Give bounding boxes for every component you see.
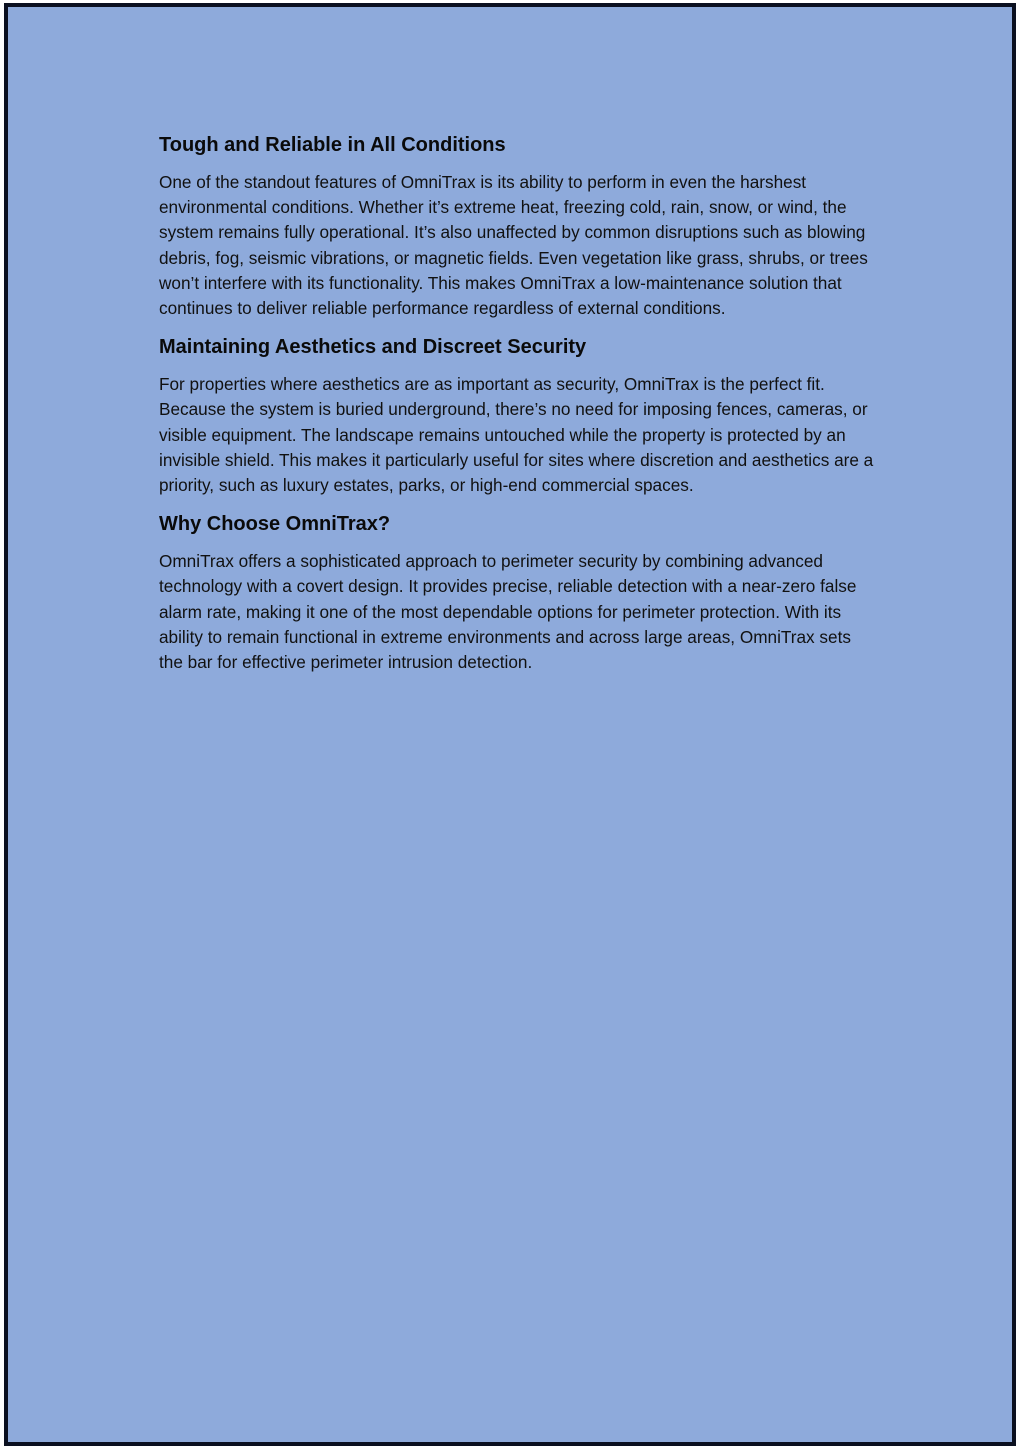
section-tough-and-reliable <box>159 131 879 321</box>
section-heading: Maintaining Aesthetics and Discreet Security <box>159 336 587 359</box>
page-border-frame <box>4 3 1016 1446</box>
section-paragraph: One of the standout features of OmniTrax is its ability to perform in even the harshest environmental conditions. Whether it’s extreme heat, freezing cold, rain, snow, or wind, the system remains fully operational. It’s also unaffected by common disruptions such as blowing debris, fog, seismic vibrations, or magnetic fields. Even vegetation like grass, shrubs, or trees won’t interfere with its functionality. This makes OmniTrax a low-maintenance solution that continues to deliver reliable performance regardless of external conditions. <box>159 172 868 319</box>
section-why-choose-omnitrax <box>159 510 879 675</box>
document-content <box>159 131 879 687</box>
section-heading: Tough and Reliable in All Conditions <box>159 134 506 156</box>
section-paragraph: OmniTrax offers a sophisticated approach to perimeter security by combining advanced technology with a covert design. It provides precise, reliable detection with a near-zero false alarm rate, making it one of the most dependable options for perimeter protection. With its ability to remain functional in extreme environments and across large areas, OmniTrax sets the bar for effective perimeter intrusion detection. <box>159 551 857 673</box>
section-heading: Why Choose OmniTrax? <box>159 513 391 536</box>
section-paragraph: For properties where aesthetics are as important as security, OmniTrax is the perfect fit. Because the system is buried underground, there’s no need for imposing fences, cameras, or visible equipment. The landscape remains untouched while the property is protected by an invisible shield. This makes it particularly useful for sites where discretion and aesthetics are a priority, such as luxury estates, parks, or high-end commercial spaces. <box>159 374 874 496</box>
section-maintaining-aesthetics <box>159 333 879 498</box>
